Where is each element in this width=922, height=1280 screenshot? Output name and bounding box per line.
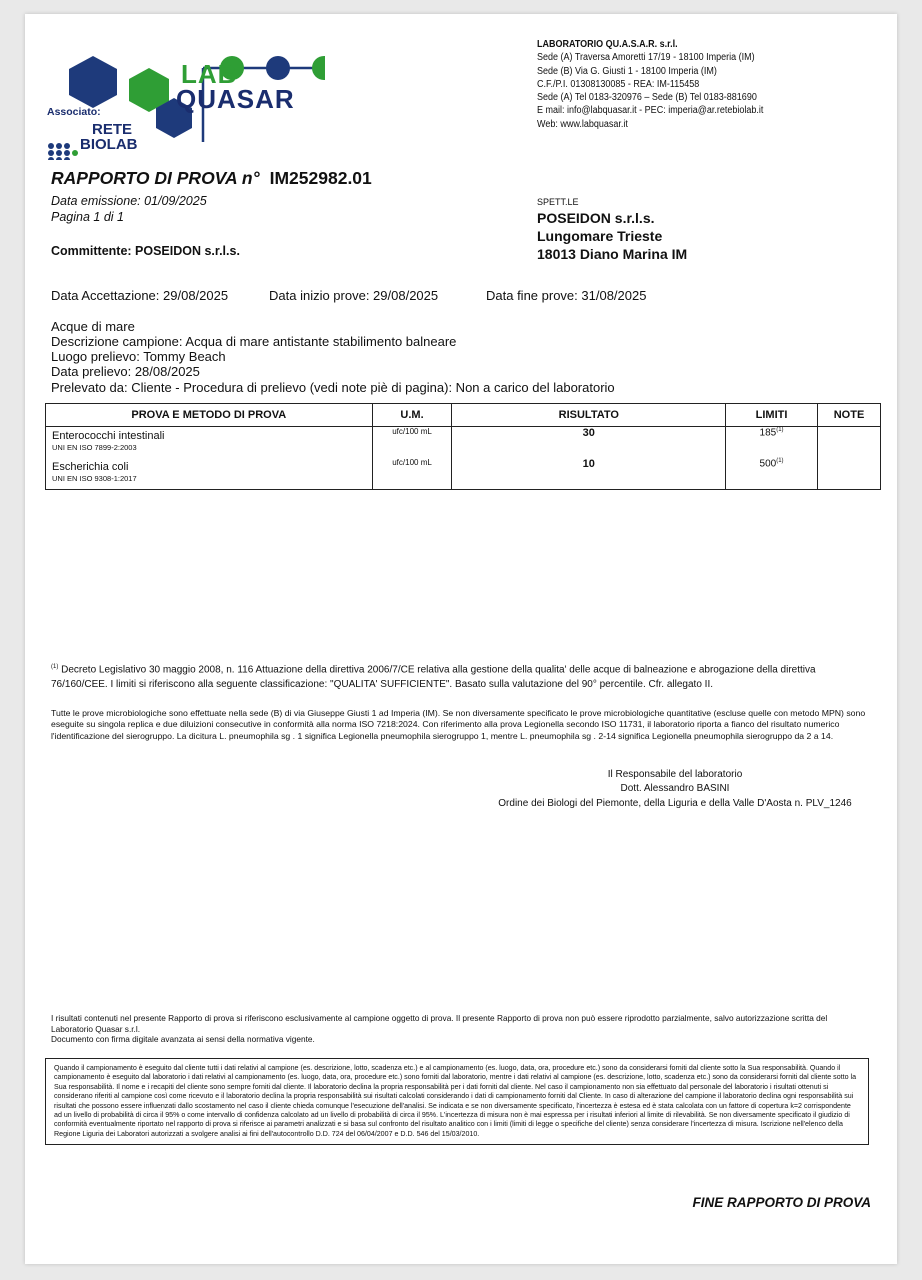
- company-line: Sede (A) Traversa Amoretti 17/19 - 18100 Imperia (IM): [537, 52, 755, 64]
- company-line: E mail: info@labquasar.it - PEC: imperia@ar.retebiolab.it: [537, 105, 764, 117]
- table-row: [46, 458, 881, 490]
- limit-note-ref: (1): [776, 457, 784, 464]
- recipient-label: SPETT.LE: [537, 197, 579, 207]
- test-end-date: Data fine prove: 31/08/2025: [486, 288, 647, 303]
- col-header-notes: NOTE: [818, 404, 881, 427]
- footnote-legislation: [51, 660, 871, 692]
- report-title: [51, 168, 372, 189]
- disclaimer-line-2: Documento con firma digitale avanzata ai sensi della normativa vigente.: [51, 1034, 315, 1045]
- col-header-test: PROVA E METODO DI PROVA: [46, 404, 373, 427]
- test-cell: [46, 458, 373, 490]
- company-line: Sede (B) Via G. Giusti 1 - 18100 Imperia (IM): [537, 65, 717, 77]
- report-title-label: RAPPORTO DI PROVA n°: [51, 168, 260, 188]
- results-table: [45, 403, 881, 490]
- unit-cell: ufc/100 mL: [372, 458, 452, 490]
- client: Committente: POSEIDON s.r.l.s.: [51, 244, 240, 258]
- recipient-name: POSEIDON s.r.l.s.: [537, 210, 655, 226]
- recipient-address-2: 18013 Diano Marina IM: [537, 246, 688, 262]
- company-name: LABORATORIO QU.A.S.A.R. s.r.l.: [537, 39, 678, 50]
- col-header-result: RISULTATO: [452, 404, 726, 427]
- limit-cell: [726, 458, 818, 490]
- logo-lab-quasar-text: [176, 59, 295, 114]
- end-of-report: FINE RAPPORTO DI PROVA: [692, 1195, 871, 1210]
- issue-date: Data emissione: 01/09/2025: [51, 194, 207, 208]
- acceptance-date: Data Accettazione: 29/08/2025: [51, 288, 229, 303]
- table-row: [46, 427, 881, 458]
- logo-dot-green-2: [312, 56, 325, 80]
- disclaimer-line-1: I risultati contenuti nel presente Rapporto di prova si riferiscono esclusivamente al campione oggetto di prova. Il presente Rapporto di prova non può essere riprodotto parzialmente, salvo autorizzazione scritta del Laboratorio Quasar s.r.l.: [51, 1013, 828, 1034]
- disclaimer: [51, 1013, 871, 1045]
- report-page: [25, 14, 897, 1264]
- company-line: Web: www.labquasar.it: [537, 118, 628, 130]
- note-cell: [818, 458, 881, 490]
- sample-description: Descrizione campione: Acqua di mare antistante stabilimento balneare: [51, 334, 457, 349]
- sample-matrix: Acque di mare: [51, 319, 135, 334]
- page-count: Pagina 1 di 1: [51, 210, 124, 224]
- test-parameter: Enterococchi intestinali: [52, 430, 165, 442]
- test-start-date: Data inizio prove: 29/08/2025: [269, 288, 439, 303]
- company-line: Sede (A) Tel 0183-320976 – Sede (B) Tel 0183-881690: [537, 92, 757, 104]
- logo-hexagon-navy-large: [69, 56, 117, 108]
- sampling-date: Data prelievo: 28/08/2025: [51, 364, 200, 379]
- footnote-text: Decreto Legislativo 30 maggio 2008, n. 116 Attuazione della direttiva 2006/7/CE relativa alla gestione della qualita' delle acque di balneazione e abrogazione della direttiva 76/160/CEE. I limiti si riferiscono alla seguente classificazione: "QUALITA' SUFFICIENTE". Basato sulla valutazione del 90° percentile. Cfr. allegato II.: [51, 664, 816, 691]
- sampled-by: Prelevato da: Cliente - Procedura di prelievo (vedi note piè di pagina): Non a carico del laboratorio: [51, 380, 615, 395]
- signature-order: Ordine dei Biologi del Piemonte, della Liguria e della Valle D'Aosta n. PLV_1246: [498, 797, 852, 809]
- limit-value: 185: [759, 427, 777, 439]
- limit-value: 500: [759, 457, 777, 469]
- signature-name: Dott. Alessandro BASINI: [620, 783, 730, 795]
- biolab-word: BIOLAB: [80, 136, 138, 153]
- limit-note-ref: (1): [776, 427, 784, 433]
- rete-word: RETE: [92, 121, 133, 138]
- signature-role: Il Responsabile del laboratorio: [607, 769, 743, 780]
- associated-label: Associato:: [47, 106, 101, 118]
- footnote-microbiology: Tutte le prove microbiologiche sono effettuate nella sede (B) di via Giuseppe Giusti 1 ad Imperia (IM). Se non diversamente specificato le prove microbiologiche quantitative (escluse quelle con metodo MPN) sono eseguite su singola replica e due diluizioni consecutive in conformità alla norma ISO 7218:2024. Con riferimento alla prova Legionella secondo ISO 11731, il laboratorio riporta a fianco del risultato numerico l'identificazione del sierogruppo. La dicitura L. pneumophila sg . 1 significa Legionella pneumophila sierogruppo 1, mentre L. pneumophila sg . 2-14 significa Legionella pneumophila sierogruppo da 2 a 14.: [51, 708, 866, 741]
- company-header: [537, 38, 763, 131]
- sampling-location: Luogo prelievo: Tommy Beach: [51, 349, 226, 364]
- limit-cell: [726, 427, 818, 458]
- footnote-ref: (1): [51, 664, 59, 670]
- result-cell: 30: [452, 427, 726, 458]
- rete-biolab-text: [80, 122, 138, 152]
- test-method: UNI EN ISO 7899-2:2003: [52, 443, 137, 452]
- unit-cell: ufc/100 mL: [372, 427, 452, 458]
- test-method: UNI EN ISO 9308-1:2017: [52, 473, 137, 483]
- col-header-um: U.M.: [372, 404, 452, 427]
- report-number: IM252982.01: [269, 168, 372, 188]
- result-cell: 10: [452, 458, 726, 490]
- table-header-row: [46, 404, 881, 427]
- col-header-limits: LIMITI: [726, 404, 818, 427]
- recipient-address-1: Lungomare Trieste: [537, 228, 663, 244]
- sampling-notes-box: Quando il campionamento è eseguito dal cliente tutti i dati relativi al campione (es. descrizione, lotto, scadenza etc.) e al campionamento (es. luogo, data, ora, procedure etc.) sono da considerarsi forniti dal cliente sotto la Sua responsabilità. Quando il campionamento è eseguito dal laboratorio i dati relativi al campionamento (es. luogo, data, ora, procedure etc.) sono forniti dal laboratorio, mentre i dati relativi al campione (es. descrizione, lotto, scadenza etc.) sono da considerarsi forniti dal cliente sotto la Sua responsabilità. Il nome e i recapiti del cliente sono sempre forniti dal cliente. Il laboratorio declina la propria responsabilità per i dati forniti dal cliente. Nel caso il campionamento non sia effettuato dal personale del laboratorio i risultati ottenuti si considerano riferiti al campione così come ricevuto e il laboratorio declina la propria responsabilità sui risultati calcolati considerando i dati di campionamento forniti dal Cliente. In caso di alterazione del campione il laboratorio declina ogni responsabilità sui risultati che possono essere influenzati dallo scostamento nel caso il cliente chieda comunque l'esecuzione dell'analisi. Se indicata e se non diversamente specificato, l'incertezza è estesa ed è stata calcolata con un fattore di copertura k=2 corrispondente ad un livello di probabilità di circa il 95% o come intervallo di confidenza calcolato ad un livello di probabilità di circa il 95%. L'incertezza di misura non è mai espressa per i risultati inferiori al limite di rilevabilità. Se non diversamente specificato il giudizio di conformità eventualmente riportato nel rapporto di prova si riferisce ai parametri analizzati e si basa sul confronto del risultato analitico con i limiti (limiti di legge o specifiche del cliente) senza considerare l'incertezza di misura. Iscrizione nell'elenco della Regione Liguria dei Laboratori autorizzati a svolgere analisi ai fini dell'autocontrollo D.D. 724 del 06/04/2007 e D.D. 546 del 15/03/2010.: [45, 1058, 869, 1145]
- company-line: C.F./P.I. 01308130085 - REA: IM-115458: [537, 78, 700, 90]
- test-parameter: Escherichia coli: [52, 460, 129, 473]
- note-cell: [818, 427, 881, 458]
- rete-biolab-dots-icon: [48, 143, 78, 160]
- test-cell: [46, 427, 373, 458]
- logo-lab-word: LAB: [181, 59, 238, 89]
- signature-block: [465, 768, 885, 811]
- logo-quasar-word: QUASAR: [176, 84, 295, 114]
